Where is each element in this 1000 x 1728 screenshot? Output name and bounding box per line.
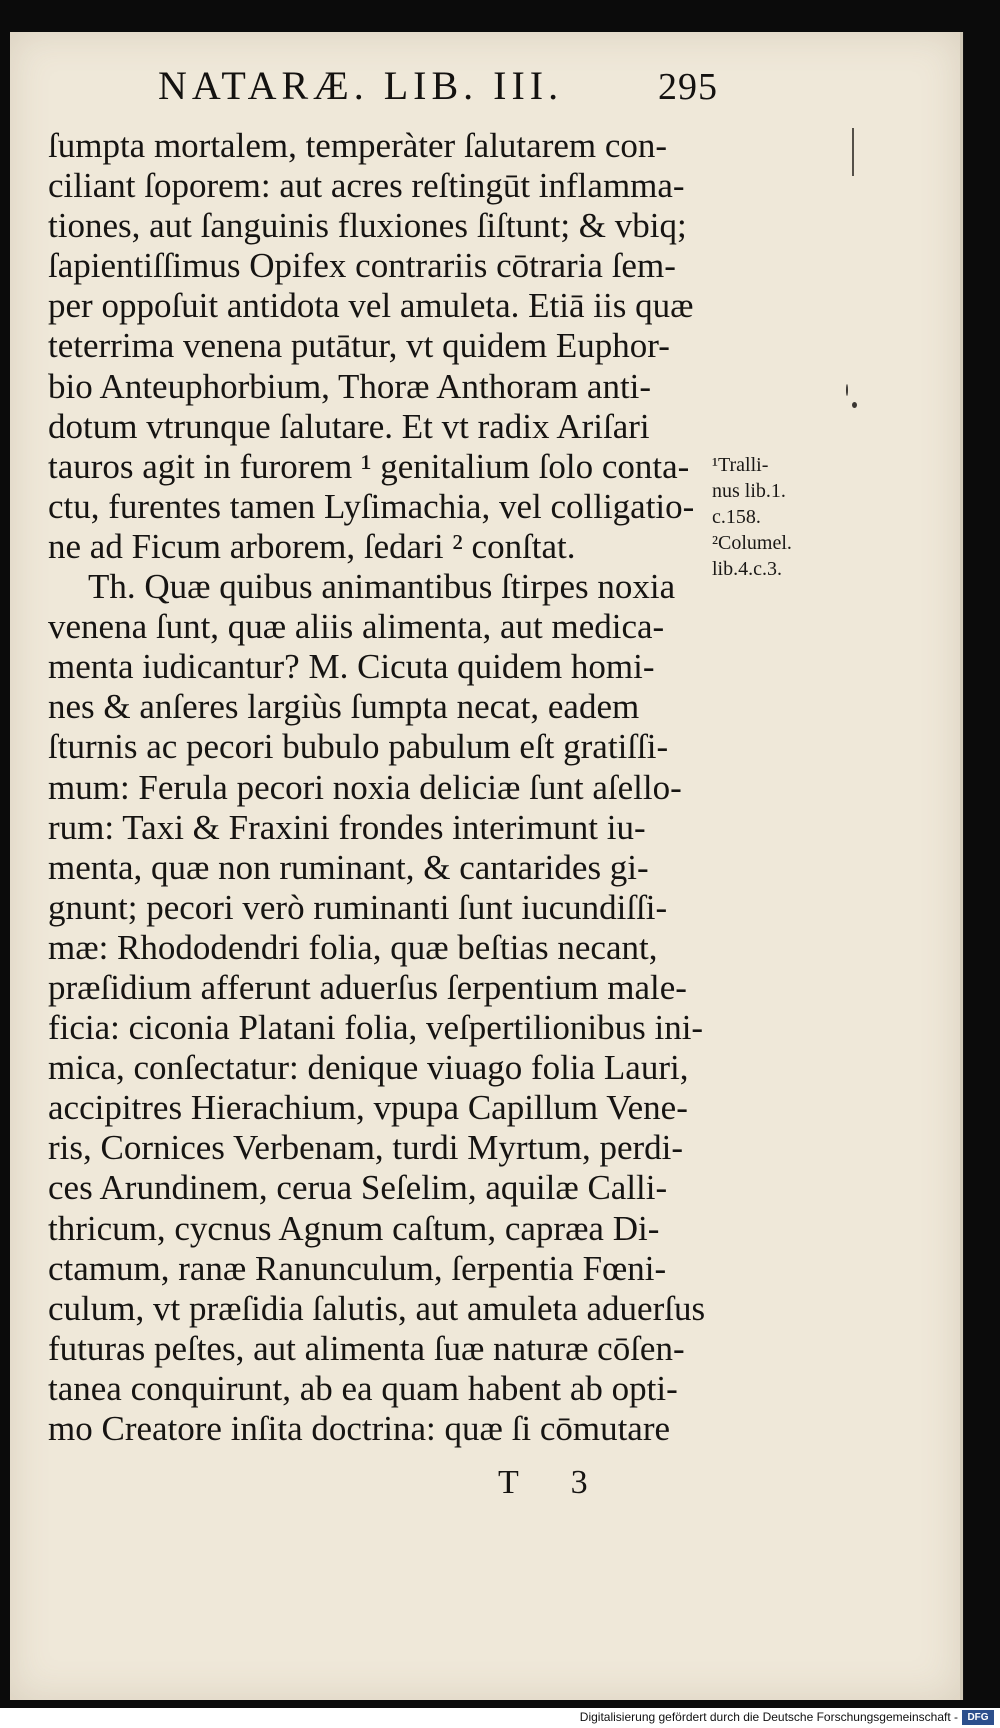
body-text: [48, 126, 716, 1449]
marginal-notes: [712, 452, 862, 582]
page-mark: [852, 128, 854, 176]
text-line: ſumpta mortalem, temperàter ſalutarem con-: [48, 126, 668, 165]
text-line: rum: Taxi & Fraxini frondes interimunt iu-: [48, 807, 646, 847]
text-line: accipitres Hierachium, vpupa Capillum Vene-: [48, 1088, 688, 1128]
text-line: tiones, aut ſanguinis fluxiones ſiſtunt; & vbiq;: [48, 206, 687, 246]
text-line: dotum vtrunque ſalutare. Et vt radix Ariſari: [48, 406, 650, 446]
text-line: ctu, furentes tamen Lyſimachia, vel colligatio-: [48, 486, 695, 526]
text-line: tanea conquirunt, ab ea quam habent ab opti-: [48, 1368, 678, 1408]
page-number: 295: [658, 66, 718, 108]
marginal-note-line: lib.4.c.3.: [712, 558, 782, 580]
text-line: mo Creatore inſita doctrina: quæ ſi cōmutare: [48, 1409, 671, 1448]
text-line: menta iudicantur? M. Cicuta quidem homi-: [48, 647, 655, 687]
text-line: ris, Cornices Verbenam, turdi Myrtum, perdi-: [48, 1128, 684, 1168]
running-title: NATARÆ. LIB. III.: [158, 63, 564, 108]
text-line: futuras peſtes, aut alimenta ſuæ naturæ cōſen-: [48, 1328, 685, 1368]
page-speck: [852, 402, 857, 408]
text-line: ciliant ſoporem: aut acres reſtingūt inflamma-: [48, 166, 685, 206]
text-line: Th. Quæ quibus animantibus ſtirpes noxia: [88, 567, 676, 607]
text-line: menta, quæ non ruminant, & cantarides gi-: [48, 847, 649, 887]
text-line: præſidium afferunt aduerſus ſerpentium male-: [48, 967, 687, 1007]
text-line: bio Anteuphorbium, Thoræ Anthoram anti-: [48, 366, 652, 406]
text-line: ſturnis ac pecori bubulo pabulum eſt gratiſſi-: [48, 727, 669, 767]
text-line: ctamum, ranæ Ranunculum, ſerpentia Fœni-: [48, 1248, 667, 1288]
marginal-note-line: nus lib.1.: [712, 480, 786, 502]
text-line: ficia: ciconia Platani folia, veſpertilionibus ini-: [48, 1008, 704, 1048]
text-line: mum: Ferula pecori noxia deliciæ ſunt aſello-: [48, 767, 682, 807]
text-line: teterrima venena putātur, vt quidem Euphor-: [48, 326, 670, 366]
text-line: gnunt; pecori verò ruminanti ſunt iucundiſſi-: [48, 887, 668, 927]
text-line: culum, vt præſidia ſalutis, aut amuleta aduerſus: [48, 1288, 706, 1328]
running-head: [158, 62, 718, 122]
text-line: per oppoſuit antidota vel amuleta. Etiā iis quæ: [48, 286, 694, 326]
page-speck: [846, 384, 848, 396]
text-line: venena ſunt, quæ aliis alimenta, aut medica-: [48, 607, 665, 647]
text-line: mica, conſectatur: denique viuago folia Lauri,: [48, 1048, 689, 1088]
text-line: mæ: Rhododendri folia, quæ beſtias necant,: [48, 927, 658, 967]
text-line: thricum, cycnus Agnum caſtum, capræa Di-: [48, 1208, 660, 1248]
text-line: nes & anſeres largiùs ſumpta necat, eadem: [48, 687, 640, 727]
marginal-note-line: ¹Tralli-: [712, 454, 769, 476]
signature-mark: T 3: [498, 1464, 610, 1501]
marginal-note-line: c.158.: [712, 506, 761, 528]
footer-credit: Digitalisierung gefördert durch die Deutsche Forschungsgemeinschaft -: [579, 1710, 958, 1724]
marginal-note-line: ²Columel.: [712, 532, 792, 554]
text-line: ne ad Ficum arborem, ſedari ² conſtat.: [48, 526, 576, 566]
text-line: ſapientiſſimus Opifex contrariis cōtraria ſem-: [48, 246, 676, 286]
text-line: tauros agit in furorem ¹ genitalium ſolo conta-: [48, 446, 690, 486]
dfg-logo: DFG: [962, 1710, 994, 1725]
text-line: ces Arundinem, cerua Seſelim, aquilæ Calli-: [48, 1168, 668, 1208]
